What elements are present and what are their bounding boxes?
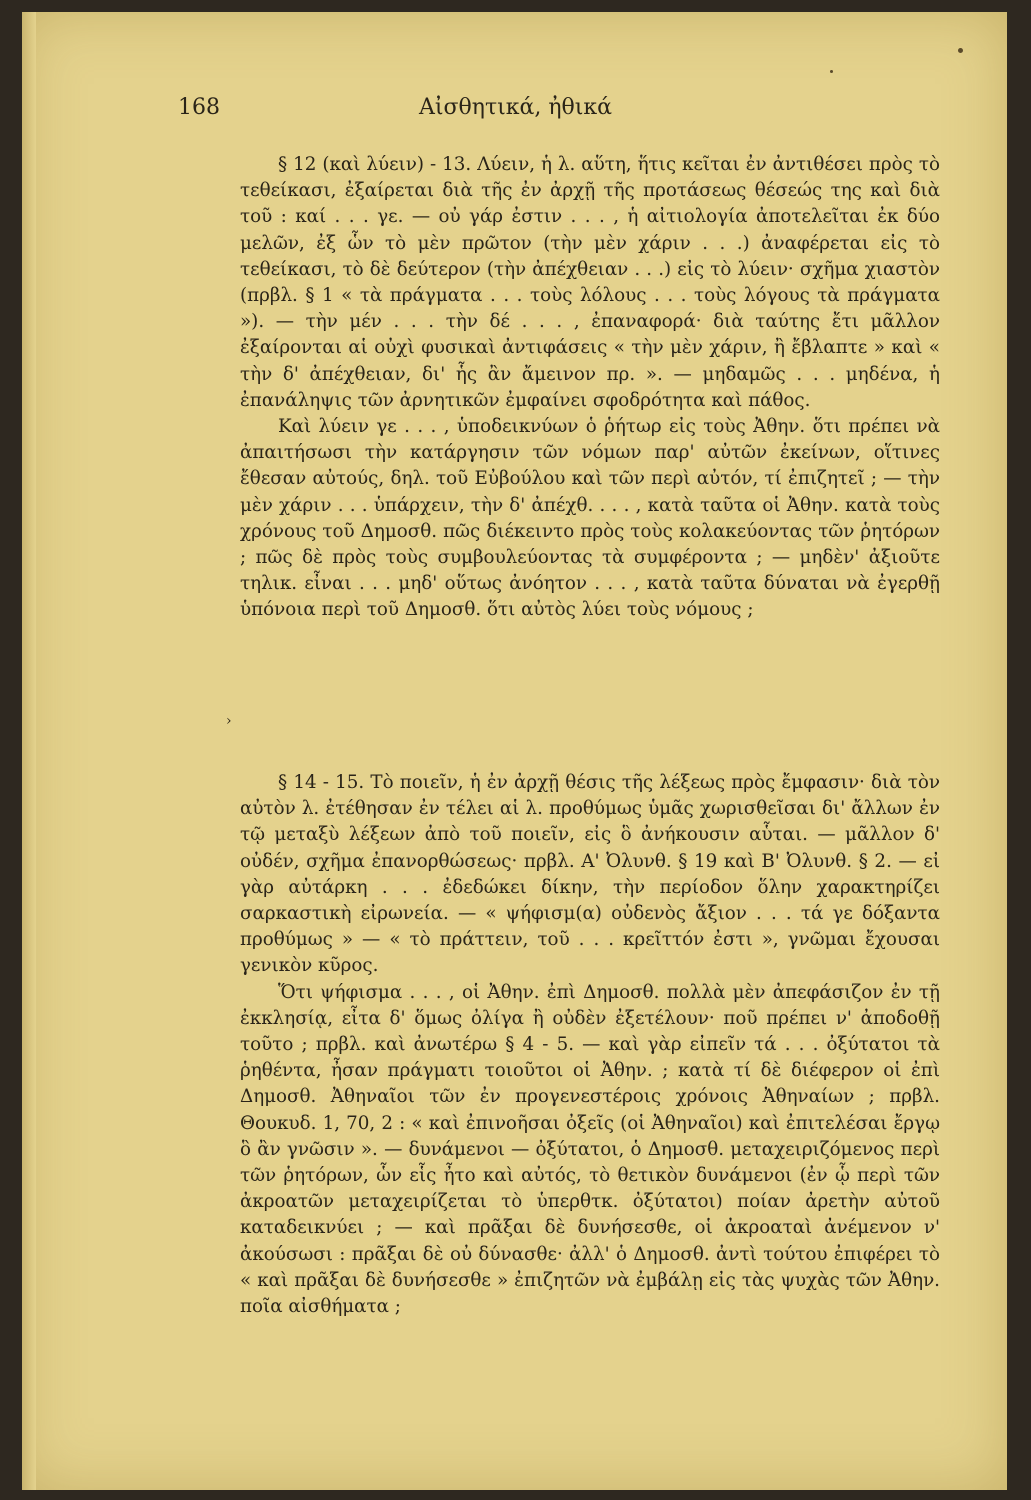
commentary-section-12-13 bbox=[240, 152, 940, 624]
paragraph: § 12 (καὶ λύειν) - 13. Λύειν, ἡ λ. αὕτη, ἥτις κεῖται ἐν ἀντιθέσει πρὸς τὸ τεθείκασι, ἐξαίρεται διὰ τῆς ἐν ἀρχῇ τῆς προτάσεως θέσεώς της καὶ διὰ τοῦ : καί . . . γε. — οὐ γάρ ἐστιν . . . , ἡ αἰτιολογία ἀποτελεῖται ἐκ δύο μελῶν, ἐξ ὧν τὸ μὲν πρῶτον (τὴν μὲν χάριν . . .) ἀναφέρεται εἰς τὸ τεθείκασι, τὸ δὲ δεύτερον (τὴν ἀπέχθειαν . . .) εἰς τὸ λύειν· σχῆμα χιαστὸν (πρβλ. § 1 « τὰ πράγματα . . . τοὺς λόλους . . . τοὺς λόγους τὰ πράγματα »). — τὴν μέν . . . τὴν δέ . . . , ἐπαναφορά· διὰ ταύτης ἔτι μᾶλλον ἐξαίρονται αἱ οὐχὶ φυσικαὶ ἀντιφάσεις « τὴν μὲν χάριν, ἢ ἔβλαπτε » καὶ « τὴν δ' ἀπέχθειαν, δι' ἧς ἂν ἄμεινον πρ. ». — μηδαμῶς . . . μηδένα, ἡ ἐπανάληψις τῶν ἀρνητικῶν ἐμφαίνει σφοδρότητα καὶ πάθος. bbox=[240, 154, 940, 411]
running-title: Αἰσθητικά, ἠθικά bbox=[418, 95, 612, 120]
paragraph: Καὶ λύειν γε . . . , ὑποδεικνύων ὁ ῥήτωρ εἰς τοὺς Ἀθην. ὅτι πρέπει νὰ ἀπαιτήσωσι τὴν κατάργησιν τῶν νόμων παρ' αὐτῶν ἐκείνων, οἵτινες ἔθεσαν αὐτούς, δηλ. τοῦ Εὐβούλου καὶ τῶν περὶ αὐτόν, τί ἐπιζητεῖ ; — τὴν μὲν χάριν . . . ὑπάρχειν, τὴν δ' ἀπέχθ. . . . , κατὰ ταῦτα οἱ Ἀθην. κατὰ τοὺς χρόνους τοῦ Δημοσθ. πῶς διέκειντο πρὸς τοὺς κολακεύοντας τῶν ῥητόρων ; πῶς δὲ πρὸς τοὺς συμβουλεύοντας τὰ συμφέροντα ; — μηδὲν' ἀξιοῦτε τηλικ. εἶναι . . . μηδ' οὕτως ἀνόητον . . . , κατὰ ταῦτα δύναται νὰ ἐγερθῇ ὑπόνοια περὶ τοῦ Δημοσθ. ὅτι αὐτὸς λύει τοὺς νόμους ; bbox=[240, 416, 940, 621]
page-header bbox=[0, 95, 1031, 135]
page-number: 168 bbox=[178, 95, 220, 120]
margin-mark: › bbox=[226, 713, 232, 729]
commentary-section-14-15 bbox=[240, 770, 940, 1320]
page-edge bbox=[22, 12, 36, 1490]
paragraph: § 14 - 15. Τὸ ποιεῖν, ἡ ἐν ἀρχῇ θέσις τῆς λέξεως πρὸς ἔμφασιν· διὰ τὸν αὐτὸν λ. ἐτέθησαν ἐν τέλει αἱ λ. προθύμως ὑμᾶς χωρισθεῖσαι δι' ἄλλων ἐν τῷ μεταξὺ λέξεων ἀπὸ τοῦ ποιεῖν, εἰς ὃ ἀνήκουσιν αὗται. — μᾶλλον δ' οὐδέν, σχῆμα ἐπανορθώσεως· πρβλ. Α' Ὀλυνθ. § 19 καὶ Β' Ὀλυνθ. § 2. — εἰ γὰρ αὐτάρκη . . . ἐδεδώκει δίκην, τὴν περίοδον ὅλην χαρακτηρίζει σαρκαστικὴ εἰρωνεία. — « ψήφισμ(α) οὐδενὸς ἄξιον . . . τά γε δόξαντα προθύμως » — « τὸ πράττειν, τοῦ . . . κρεῖττόν ἐστι », γνῶμαι ἔχουσαι γενικὸν κῦρος. bbox=[240, 772, 940, 977]
paper-speck bbox=[830, 70, 833, 73]
paragraph: Ὅτι ψήφισμα . . . , οἱ Ἀθην. ἐπὶ Δημοσθ. πολλὰ μὲν ἀπεφάσιζον ἐν τῇ ἐκκλησίᾳ, εἶτα δ' ὅμως ὀλίγα ἢ οὐδὲν ἐξετέλουν· ποῦ πρέπει ν' ἀποδοθῇ τοῦτο ; πρβλ. καὶ ἀνωτέρω § 4 - 5. — καὶ γὰρ εἰπεῖν τά . . . ὀξύτατοι τὰ ῥηθέντα, ἦσαν πράγματι τοιοῦτοι οἱ Ἀθην. ; κατὰ τί δὲ διέφερον οἱ ἐπὶ Δημοσθ. Ἀθηναῖοι τῶν ἐν προγενεστέροις χρόνοις Ἀθηναίων ; πρβλ. Θουκυδ. 1, 70, 2 : « καὶ ἐπινοῆσαι ὀξεῖς (οἱ Ἀθηναῖοι) καὶ ἐπιτελέσαι ἔργῳ ὃ ἂν γνῶσιν ». — δυνάμενοι — ὀξύτατοι, ὁ Δημοσθ. μεταχειριζόμενος περὶ τῶν ῥητόρων, ὧν εἷς ἦτο καὶ αὐτός, τὸ θετικὸν δυνάμενοι (ἐν ᾧ περὶ τῶν ἀκροατῶν μεταχειρίζεται τὸ ὑπερθτκ. ὀξύτατοι) ποίαν ἀρετὴν αὐτοῦ καταδεικνύει ; — καὶ πρᾶξαι δὲ δυνήσεσθε, οἱ ἀκροαταὶ ἀνέμενον ν' ἀκούσωσι : πρᾶξαι δὲ οὐ δύνασθε· ἀλλ' ὁ Δημοσθ. ἀντὶ τούτου ἐπιφέρει τὸ « καὶ πρᾶξαι δὲ δυνήσεσθε » ἐπιζητῶν νὰ ἐμβάλῃ εἰς τὰς ψυχὰς τῶν Ἀθην. ποῖα αἰσθήματα ; bbox=[240, 981, 940, 1318]
paper-speck bbox=[958, 48, 963, 53]
